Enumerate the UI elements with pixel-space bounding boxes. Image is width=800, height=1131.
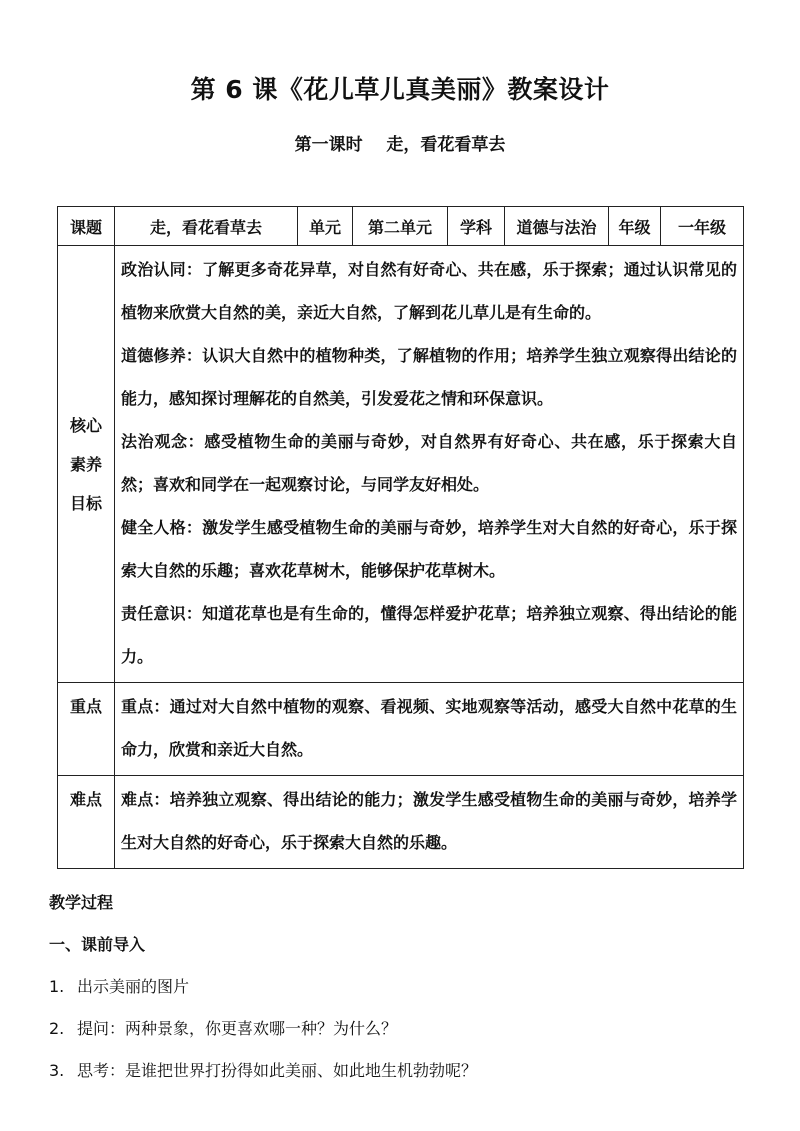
list-item-number: 2. [49, 1019, 65, 1038]
info-header-row [58, 207, 744, 246]
list-item-text: 思考：是谁把世界打扮得如此美丽、如此地生机勃勃呢？ [77, 1061, 478, 1080]
core-literacy-content [115, 246, 744, 683]
subject-value: 道德与法治 [505, 207, 609, 246]
list-item [49, 974, 189, 997]
unit-label: 单元 [298, 207, 353, 246]
list-item-number: 3. [49, 1061, 65, 1080]
list-item-text: 提问：两种景象，你更喜欢哪一种？为什么？ [77, 1019, 398, 1038]
process-heading: 教学过程 [49, 893, 114, 912]
literacy-law: 法治观念：感受植物生命的美丽与奇妙，对自然界有好奇心、共在感，乐于探索大自然；喜欢和同学在一起观察讨论，与同学友好相处。 [121, 432, 737, 494]
list-item [49, 1016, 397, 1039]
difficult-point-row [58, 776, 744, 869]
list-item-number: 1. [49, 977, 65, 996]
core-literacy-label [58, 246, 115, 683]
difficult-point-text: 难点：培养独立观察、得出结论的能力；激发学生感受植物生命的美丽与奇妙，培养学生对大自然的好奇心，乐于探索大自然的乐趣。 [115, 776, 744, 869]
literacy-responsibility: 责任意识：知道花草也是有生命的，懂得怎样爱护花草；培养独立观察、得出结论的能力。 [121, 604, 737, 666]
document-title: 第 6 课《花儿草儿真美丽》教案设计 [190, 75, 610, 104]
list-item-text: 出示美丽的图片 [77, 977, 190, 996]
core-literacy-label-line: 素养 [69, 454, 102, 474]
grade-label: 年级 [609, 207, 661, 246]
core-literacy-label-line: 目标 [69, 493, 102, 513]
document-subtitle: 第一课时 走，看花看草去 [294, 135, 506, 155]
key-point-row [58, 683, 744, 776]
list-item [49, 1058, 477, 1081]
section1-heading: 一、课前导入 [49, 935, 146, 954]
topic-label: 课题 [58, 207, 115, 246]
key-point-text: 重点：通过对大自然中植物的观察、看视频、实地观察等活动，感受大自然中花草的生命力，欣赏和亲近大自然。 [115, 683, 744, 776]
core-literacy-row [58, 246, 744, 683]
unit-value: 第二单元 [353, 207, 448, 246]
grade-value: 一年级 [661, 207, 744, 246]
lesson-info-table [57, 206, 744, 869]
topic-value: 走，看花看草去 [115, 207, 298, 246]
subject-label: 学科 [448, 207, 505, 246]
difficult-point-label: 难点 [58, 776, 115, 869]
literacy-political: 政治认同：了解更多奇花异草，对自然有好奇心、共在感，乐于探索；通过认识常见的植物来欣赏大自然的美，亲近大自然，了解到花儿草儿是有生命的。 [121, 260, 737, 322]
literacy-personality: 健全人格：激发学生感受植物生命的美丽与奇妙，培养学生对大自然的好奇心，乐于探索大自然的乐趣；喜欢花草树木，能够保护花草树木。 [121, 518, 737, 580]
literacy-moral: 道德修养：认识大自然中的植物种类，了解植物的作用；培养学生独立观察得出结论的能力，感知探讨理解花的自然美，引发爱花之情和环保意识。 [121, 346, 737, 408]
key-point-label: 重点 [58, 683, 115, 776]
core-literacy-label-line: 核心 [69, 415, 102, 435]
